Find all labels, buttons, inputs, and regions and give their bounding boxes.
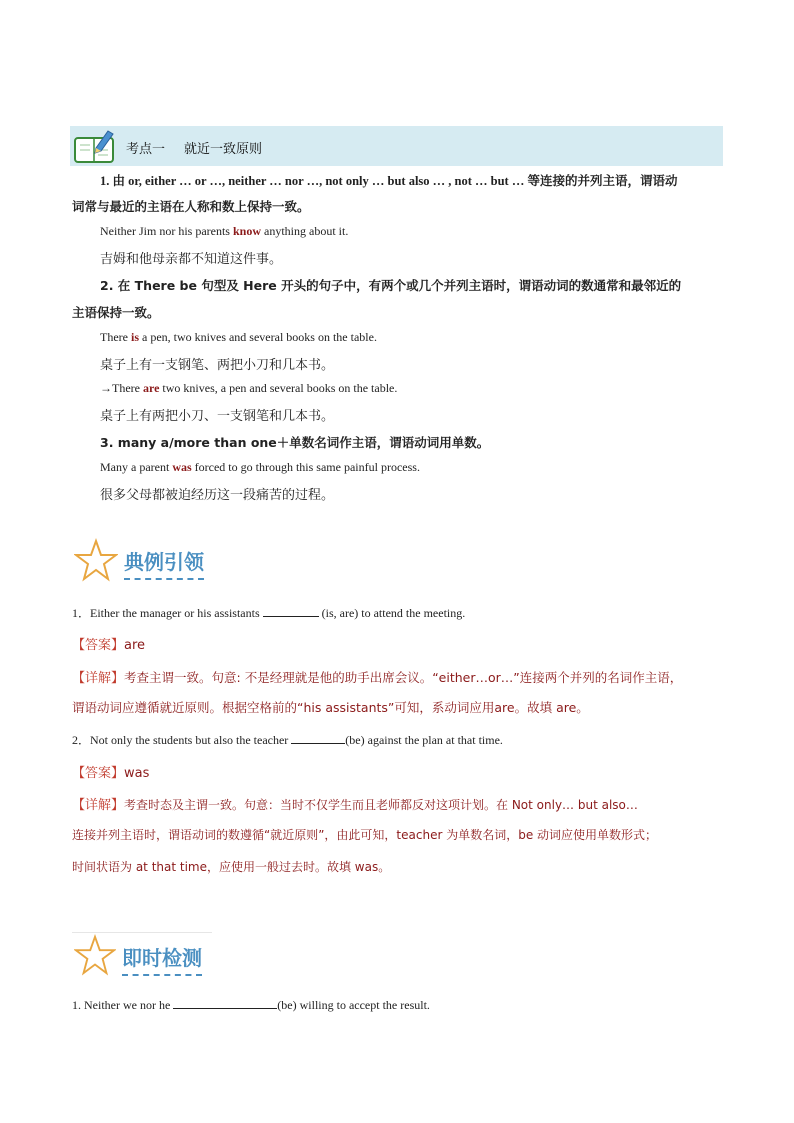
detail-tag: 【详解】 <box>72 798 125 813</box>
example-text: anything about it. <box>261 224 349 238</box>
detail-1-line-1 <box>72 667 682 686</box>
star-icon <box>74 538 118 582</box>
question-text: 2．Not only the students but also the teacher <box>72 733 292 747</box>
answer-value: are <box>124 638 146 653</box>
rule-2-translation-1: 桌子上有一支钢笔、两把小刀和几本书。 <box>100 358 335 373</box>
section-title: 即时检测 <box>122 942 202 976</box>
section-heading-examples <box>74 538 224 584</box>
rule-2-translation-2: 桌子上有两把小刀、一支钢笔和几本书。 <box>100 409 335 424</box>
answer-1 <box>72 634 145 653</box>
question-text: (is, are) to attend the meeting. <box>318 606 466 620</box>
rule-2-example-2 <box>100 381 397 396</box>
example-text: Many a parent <box>100 460 173 474</box>
example-text: →There <box>100 381 143 395</box>
question-text: 1. Neither we nor he <box>72 998 174 1012</box>
example-text: two knives, a pen and several books on the table. <box>159 381 398 395</box>
answer-blank[interactable] <box>291 731 345 744</box>
example-text: There <box>100 330 131 344</box>
question-2 <box>72 731 503 748</box>
rule-1-example <box>100 224 348 239</box>
key-point-header <box>70 126 723 166</box>
question-text: (be) willing to accept the result. <box>277 998 430 1012</box>
answer-2 <box>72 762 149 781</box>
book-pencil-icon <box>72 128 118 164</box>
answer-tag: 【答案】 <box>72 766 125 781</box>
question-text: (be) against the plan at that time. <box>345 733 503 747</box>
question-1 <box>72 604 465 621</box>
example-text: a pen, two knives and several books on the table. <box>139 330 377 344</box>
rule-1-line-1: 1. 由 or, either … or …, neither … nor …, not only … but also … , not … but … 等连接的并列主语，谓语动 <box>100 174 678 188</box>
star-icon <box>74 934 116 976</box>
rule-1-translation: 吉姆和他母亲都不知道这件事。 <box>100 252 283 267</box>
question-3 <box>72 996 430 1013</box>
example-text: forced to go through this same painful process. <box>191 460 420 474</box>
detail-text: 考查时态及主谓一致。句意：当时不仅学生而且老师都反对这项计划。在 Not only… but also… <box>124 798 638 812</box>
rule-3-example <box>100 460 420 475</box>
detail-1-line-2: 谓语动词应遵循就近原则。根据空格前的“his assistants”可知，系动词应用are。故填 are。 <box>72 700 589 715</box>
detail-2-line-3: 时间状语为 at that time，应使用一般过去时。故填 was。 <box>72 860 391 874</box>
example-keyword: are <box>142 381 160 395</box>
section-heading-check <box>74 934 224 980</box>
rule-3-line-1: 3. many a/more than one＋单数名词作主语，谓语动词用单数。 <box>100 435 490 450</box>
detail-2-line-2: 连接并列主语时，谓语动词的数遵循“就近原则”，由此可知，teacher 为单数名词，be 动词应使用单数形式； <box>72 828 658 842</box>
key-point-label: 考点一 <box>126 142 166 157</box>
detail-2-line-1 <box>72 794 638 813</box>
detail-text: 考查主谓一致。句意: 不是经理就是他的助手出席会议。“either…or…”连接两个并列的名词作主语， <box>124 670 683 685</box>
rule-3-translation: 很多父母都被迫经历这一段痛苦的过程。 <box>100 488 335 503</box>
example-text: Neither Jim nor his parents <box>100 224 233 238</box>
answer-blank[interactable] <box>263 604 319 617</box>
detail-tag: 【详解】 <box>72 671 125 686</box>
example-keyword: know <box>232 224 261 238</box>
answer-value: was <box>124 766 150 781</box>
rule-2-example-1 <box>100 330 377 345</box>
answer-tag: 【答案】 <box>72 638 125 653</box>
question-text: 1．Either the manager or his assistants <box>72 606 263 620</box>
example-keyword: is <box>130 330 139 344</box>
rule-2-line-1: 2. 在 There be 句型及 Here 开头的句子中，有两个或几个并列主语时，谓语动词的数通常和最邻近的 <box>100 278 682 293</box>
answer-blank[interactable] <box>173 996 277 1009</box>
rule-2-line-2: 主语保持一致。 <box>72 305 160 320</box>
example-keyword: was <box>172 460 192 474</box>
key-point-title: 就近一致原则 <box>184 142 263 157</box>
section-divider <box>72 932 212 933</box>
rule-1-line-2: 词常与最近的主语在人称和数上保持一致。 <box>72 199 310 214</box>
section-title: 典例引领 <box>124 546 204 580</box>
